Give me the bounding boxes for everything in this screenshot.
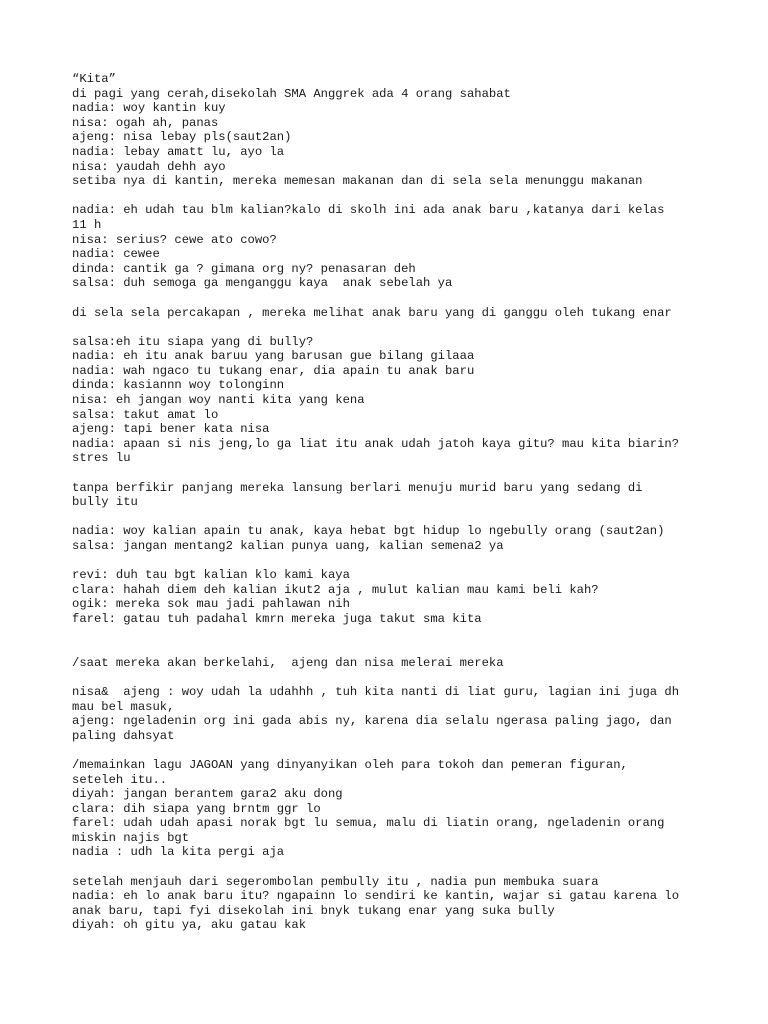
text-line: ajeng: tapi bener kata nisa — [72, 422, 270, 437]
text-line: “Kita” — [72, 72, 116, 86]
text-line: diyah: oh gitu ya, aku gatau kak — [72, 918, 307, 933]
text-line: nisa: eh jangan woy nanti kita yang kena — [72, 393, 365, 408]
text-line: diyah: jangan berantem gara2 aku dong — [72, 787, 343, 802]
blank-line — [72, 320, 712, 335]
blank-line — [72, 510, 712, 525]
text-line: /memainkan lagu JAGOAN yang dinyanyikan oleh para tokoh dan pemeran figuran, — [72, 757, 628, 772]
text-line: seteleh itu.. — [72, 772, 168, 787]
blank-line — [72, 466, 712, 481]
text-line: nadia: wah ngaco tu tukang enar, dia apain tu anak baru — [72, 363, 475, 378]
text-line: nisa: ogah ah, panas — [72, 115, 219, 130]
text-line: nisa: yaudah dehh ayo — [72, 159, 226, 174]
text-line: paling dahsyat — [72, 728, 175, 743]
text-line: anak baru, tapi fyi disekolah ini bnyk tukang enar yang suka bully — [72, 903, 555, 918]
text-line: salsa: takut amat lo — [72, 407, 219, 422]
text-line: salsa: jangan mentang2 kalian punya uang, kalian semena2 ya — [72, 539, 504, 553]
text-line: dinda: cantik ga ? gimana org ny? penasaran deh — [72, 261, 416, 276]
text-line: nadia: eh lo anak baru itu? ngapainn lo sendiri ke kantin, wajar si gatau karena lo — [72, 889, 680, 904]
text-line: di sela sela percakapan , mereka melihat anak baru yang di ganggu oleh tukang enar — [72, 305, 672, 320]
blank-line — [72, 743, 712, 758]
text-line: nadia: eh itu anak baruu yang barusan gue bilang gilaaa — [72, 349, 475, 364]
text-line: nadia: lebay amatt lu, ayo la — [72, 144, 285, 159]
text-line: salsa:eh itu siapa yang di bully? — [72, 334, 314, 349]
blank-line — [72, 189, 712, 204]
text-line: stres lu — [72, 451, 131, 466]
text-line: nadia : udh la kita pergi aja — [72, 845, 285, 860]
text-line: ogik: mereka sok mau jadi pahlawan nih — [72, 597, 350, 612]
text-line: nisa: serius? cewe ato cowo? — [72, 232, 277, 247]
blank-line — [72, 860, 712, 875]
blank-line — [72, 554, 712, 569]
text-line: clara: dih siapa yang brntm ggr lo — [72, 801, 321, 816]
text-line: nadia: eh udah tau blm kalian?kalo di skolh ini ada anak baru ,katanya dari kelas — [72, 203, 665, 218]
text-line: farel: udah udah apasi norak bgt lu semua, malu di liatin orang, ngeladenin orang — [72, 816, 665, 831]
text-line: ajeng: ngeladenin org ini gada abis ny, karena dia selalu ngerasa paling jago, dan — [72, 714, 672, 729]
text-line: nadia: woy kantin kuy — [72, 101, 226, 116]
text-line: tanpa berfikir panjang mereka lansung berlari menuju murid baru yang sedang di — [72, 480, 643, 495]
text-line: nadia: apaan si nis jeng,lo ga liat itu anak udah jatoh kaya gitu? mau kita biarin? — [72, 436, 680, 451]
text-line: ajeng: nisa lebay pls(saut2an) — [72, 130, 292, 145]
text-line: 11 h — [72, 217, 102, 232]
text-line: bully itu — [72, 495, 138, 510]
text-line: setelah menjauh dari segerombolan pembully itu , nadia pun membuka suara — [72, 874, 599, 889]
blank-line — [72, 291, 712, 306]
text-line: clara: hahah diem deh kalian ikut2 aja , mulut kalian mau kami beli kah? — [72, 582, 599, 597]
text-line: /saat mereka akan berkelahi, ajeng dan nisa melerai mereka — [72, 655, 504, 670]
text-line: dinda: kasiannn woy tolonginn — [72, 378, 285, 393]
text-line: mau bel masuk, — [72, 699, 175, 714]
blank-line — [72, 641, 712, 656]
text-line: di pagi yang cerah,disekolah SMA Anggrek ada 4 orang sahabat — [72, 86, 511, 101]
text-line: revi: duh tau bgt kalian klo kami kaya — [72, 568, 350, 583]
blank-line — [72, 627, 712, 642]
text-line: nadia: woy kalian apain tu anak, kaya hebat bgt hidup lo ngebully orang (saut2an) — [72, 524, 665, 539]
text-line: farel: gatau tuh padahal kmrn mereka juga takut sma kita — [72, 611, 482, 626]
text-line: nadia: cewee — [72, 247, 160, 262]
text-line: setiba nya di kantin, mereka memesan makanan dan di sela sela menunggu makanan — [72, 174, 643, 189]
text-line: miskin najis bgt — [72, 830, 190, 845]
text-line: salsa: duh semoga ga menganggu kaya anak sebelah ya — [72, 276, 453, 291]
text-line: nisa& ajeng : woy udah la udahhh , tuh kita nanti di liat guru, lagian ini juga dh — [72, 684, 680, 699]
blank-line — [72, 670, 712, 685]
document-page — [72, 72, 712, 933]
